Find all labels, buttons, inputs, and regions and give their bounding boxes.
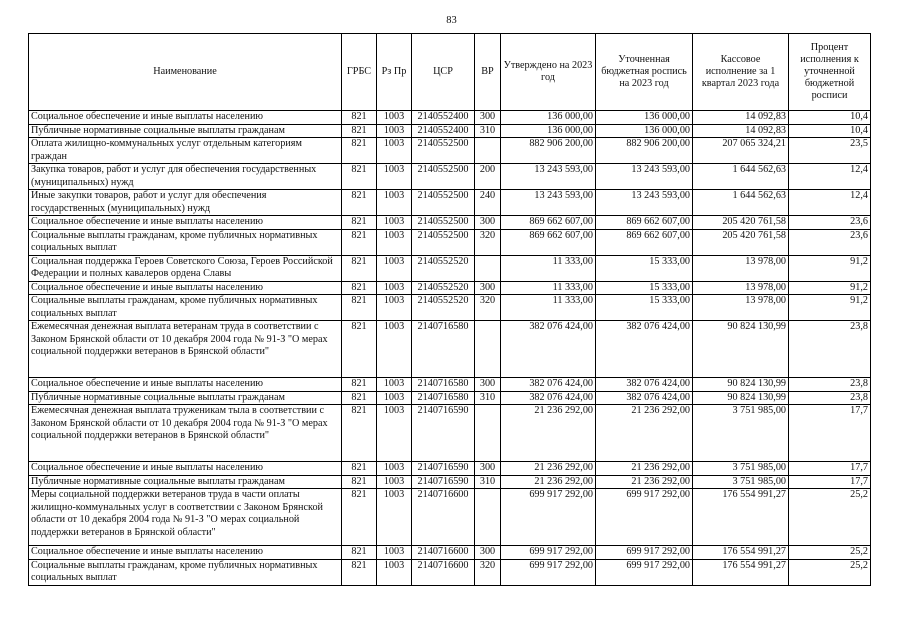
budget-table — [28, 33, 871, 586]
cell-vr: 310 — [475, 124, 501, 138]
cell-approved: 699 917 292,00 — [501, 489, 596, 546]
cell-name: Публичные нормативные социальные выплаты гражданам — [29, 124, 342, 138]
table-row — [29, 462, 871, 476]
header-percent: Процент исполнения к уточненной бюджетной росписи — [789, 34, 871, 111]
cell-executed: 90 824 130,99 — [693, 378, 789, 392]
cell-grbs: 821 — [342, 475, 377, 489]
cell-refined: 699 917 292,00 — [596, 559, 693, 585]
cell-csr: 2140716600 — [412, 489, 475, 546]
cell-csr: 2140552500 — [412, 229, 475, 255]
cell-refined: 869 662 607,00 — [596, 229, 693, 255]
cell-refined: 15 333,00 — [596, 295, 693, 321]
cell-executed: 13 978,00 — [693, 295, 789, 321]
cell-rzpr: 1003 — [377, 475, 412, 489]
table-row — [29, 489, 871, 546]
table-row — [29, 295, 871, 321]
cell-approved: 382 076 424,00 — [501, 321, 596, 378]
cell-csr: 2140552500 — [412, 164, 475, 190]
table-row — [29, 405, 871, 462]
cell-vr: 310 — [475, 475, 501, 489]
cell-vr — [475, 405, 501, 462]
cell-rzpr: 1003 — [377, 124, 412, 138]
cell-executed: 3 751 985,00 — [693, 462, 789, 476]
cell-rzpr: 1003 — [377, 391, 412, 405]
cell-rzpr: 1003 — [377, 255, 412, 281]
table-row — [29, 124, 871, 138]
cell-refined: 382 076 424,00 — [596, 391, 693, 405]
cell-percent: 23,6 — [789, 229, 871, 255]
cell-grbs: 821 — [342, 164, 377, 190]
cell-rzpr: 1003 — [377, 111, 412, 125]
cell-csr: 2140716580 — [412, 391, 475, 405]
cell-rzpr: 1003 — [377, 190, 412, 216]
cell-vr: 320 — [475, 229, 501, 255]
cell-executed: 207 065 324,21 — [693, 138, 789, 164]
cell-executed: 14 092,83 — [693, 124, 789, 138]
cell-vr: 200 — [475, 164, 501, 190]
cell-rzpr: 1003 — [377, 138, 412, 164]
cell-csr: 2140716600 — [412, 559, 475, 585]
cell-approved: 699 917 292,00 — [501, 559, 596, 585]
cell-percent: 12,4 — [789, 164, 871, 190]
cell-approved: 136 000,00 — [501, 124, 596, 138]
cell-approved: 869 662 607,00 — [501, 229, 596, 255]
table-row — [29, 138, 871, 164]
cell-csr: 2140716580 — [412, 378, 475, 392]
cell-rzpr: 1003 — [377, 378, 412, 392]
cell-grbs: 821 — [342, 321, 377, 378]
cell-name: Публичные нормативные социальные выплаты гражданам — [29, 391, 342, 405]
table-row — [29, 190, 871, 216]
cell-approved: 11 333,00 — [501, 295, 596, 321]
cell-csr: 2140716590 — [412, 462, 475, 476]
cell-name: Ежемесячная денежная выплата труженикам тыла в соответствии с Законом Брянской области от 10 декабря 2004 года № 91-З "О мерах социальной поддержки ветеранов в Брянской области" — [29, 405, 342, 462]
cell-grbs: 821 — [342, 546, 377, 560]
cell-name: Ежемесячная денежная выплата ветеранам труда в соответствии с Законом Брянской области от 10 декабря 2004 года № 91-З "О мерах социальной поддержки ветеранов в Брянской области" — [29, 321, 342, 378]
cell-csr: 2140552500 — [412, 138, 475, 164]
cell-percent: 23,8 — [789, 391, 871, 405]
table-row — [29, 321, 871, 378]
cell-executed: 176 554 991,27 — [693, 546, 789, 560]
cell-refined: 699 917 292,00 — [596, 489, 693, 546]
header-executed: Кассовое исполнение за 1 квартал 2023 года — [693, 34, 789, 111]
cell-executed: 90 824 130,99 — [693, 391, 789, 405]
cell-executed: 13 978,00 — [693, 281, 789, 295]
cell-rzpr: 1003 — [377, 229, 412, 255]
cell-percent: 23,5 — [789, 138, 871, 164]
cell-vr — [475, 489, 501, 546]
cell-grbs: 821 — [342, 462, 377, 476]
cell-percent: 12,4 — [789, 190, 871, 216]
cell-name: Иные закупки товаров, работ и услуг для обеспечения государственных (муниципальных) нужд — [29, 190, 342, 216]
cell-vr — [475, 321, 501, 378]
cell-rzpr: 1003 — [377, 164, 412, 190]
table-row — [29, 255, 871, 281]
table-row — [29, 391, 871, 405]
cell-csr: 2140552500 — [412, 216, 475, 230]
cell-csr: 2140552500 — [412, 190, 475, 216]
cell-grbs: 821 — [342, 124, 377, 138]
cell-approved: 136 000,00 — [501, 111, 596, 125]
cell-vr: 310 — [475, 391, 501, 405]
cell-csr: 2140716590 — [412, 405, 475, 462]
cell-grbs: 821 — [342, 111, 377, 125]
cell-percent: 17,7 — [789, 462, 871, 476]
cell-refined: 382 076 424,00 — [596, 378, 693, 392]
cell-csr: 2140552520 — [412, 281, 475, 295]
cell-csr: 2140552520 — [412, 295, 475, 321]
cell-executed: 1 644 562,63 — [693, 190, 789, 216]
header-rzpr: Рз Пр — [377, 34, 412, 111]
cell-percent: 91,2 — [789, 255, 871, 281]
cell-refined: 15 333,00 — [596, 255, 693, 281]
header-vr: ВР — [475, 34, 501, 111]
cell-executed: 176 554 991,27 — [693, 559, 789, 585]
cell-percent: 25,2 — [789, 489, 871, 546]
cell-grbs: 821 — [342, 378, 377, 392]
cell-percent: 91,2 — [789, 295, 871, 321]
cell-csr: 2140716600 — [412, 546, 475, 560]
cell-vr: 320 — [475, 295, 501, 321]
cell-executed: 3 751 985,00 — [693, 475, 789, 489]
cell-executed: 176 554 991,27 — [693, 489, 789, 546]
table-row — [29, 281, 871, 295]
table-row — [29, 559, 871, 585]
cell-approved: 882 906 200,00 — [501, 138, 596, 164]
cell-grbs: 821 — [342, 190, 377, 216]
cell-rzpr: 1003 — [377, 546, 412, 560]
cell-vr — [475, 138, 501, 164]
cell-approved: 869 662 607,00 — [501, 216, 596, 230]
cell-vr: 300 — [475, 462, 501, 476]
cell-rzpr: 1003 — [377, 295, 412, 321]
cell-grbs: 821 — [342, 216, 377, 230]
cell-rzpr: 1003 — [377, 405, 412, 462]
cell-approved: 699 917 292,00 — [501, 546, 596, 560]
table-body — [29, 111, 871, 586]
cell-approved: 13 243 593,00 — [501, 190, 596, 216]
header-refined: Уточненная бюджетная роспись на 2023 год — [596, 34, 693, 111]
cell-approved: 21 236 292,00 — [501, 475, 596, 489]
cell-rzpr: 1003 — [377, 559, 412, 585]
cell-grbs: 821 — [342, 559, 377, 585]
cell-executed: 13 978,00 — [693, 255, 789, 281]
cell-grbs: 821 — [342, 391, 377, 405]
cell-refined: 13 243 593,00 — [596, 164, 693, 190]
cell-grbs: 821 — [342, 489, 377, 546]
cell-vr: 240 — [475, 190, 501, 216]
cell-name: Оплата жилищно-коммунальных услуг отдельным категориям граждан — [29, 138, 342, 164]
cell-grbs: 821 — [342, 255, 377, 281]
table-row — [29, 229, 871, 255]
cell-name: Социальные выплаты гражданам, кроме публичных нормативных социальных выплат — [29, 295, 342, 321]
cell-csr: 2140716580 — [412, 321, 475, 378]
page-number: 83 — [446, 15, 457, 26]
cell-executed: 3 751 985,00 — [693, 405, 789, 462]
cell-percent: 17,7 — [789, 475, 871, 489]
cell-name: Публичные нормативные социальные выплаты гражданам — [29, 475, 342, 489]
cell-vr: 300 — [475, 216, 501, 230]
cell-name: Социальное обеспечение и иные выплаты населению — [29, 546, 342, 560]
cell-name: Меры социальной поддержки ветеранов труда в части оплаты жилищно-коммунальных услуг в соответствии с Законом Брянской области от 10 декабря 2004 года № 91-З "О мерах социальной поддержки ветеранов в Брянской области" — [29, 489, 342, 546]
cell-vr — [475, 255, 501, 281]
cell-rzpr: 1003 — [377, 281, 412, 295]
cell-rzpr: 1003 — [377, 321, 412, 378]
cell-name: Закупка товаров, работ и услуг для обеспечения государственных (муниципальных) нужд — [29, 164, 342, 190]
table-row — [29, 164, 871, 190]
cell-executed: 90 824 130,99 — [693, 321, 789, 378]
cell-approved: 11 333,00 — [501, 281, 596, 295]
table-row — [29, 216, 871, 230]
cell-approved: 11 333,00 — [501, 255, 596, 281]
cell-approved: 13 243 593,00 — [501, 164, 596, 190]
cell-csr: 2140716590 — [412, 475, 475, 489]
cell-approved: 382 076 424,00 — [501, 391, 596, 405]
cell-name: Социальное обеспечение и иные выплаты населению — [29, 216, 342, 230]
header-approved: Утверждено на 2023 год — [501, 34, 596, 111]
cell-refined: 21 236 292,00 — [596, 462, 693, 476]
cell-grbs: 821 — [342, 405, 377, 462]
cell-percent: 23,8 — [789, 321, 871, 378]
table-header-row — [29, 34, 871, 111]
cell-name: Социальная поддержка Героев Советского Союза, Героев Российской Федерации и полных кавалеров ордена Славы — [29, 255, 342, 281]
cell-name: Социальное обеспечение и иные выплаты населению — [29, 378, 342, 392]
cell-approved: 21 236 292,00 — [501, 462, 596, 476]
cell-name: Социальное обеспечение и иные выплаты населению — [29, 281, 342, 295]
cell-approved: 382 076 424,00 — [501, 378, 596, 392]
cell-vr: 300 — [475, 378, 501, 392]
cell-csr: 2140552400 — [412, 111, 475, 125]
cell-percent: 23,6 — [789, 216, 871, 230]
cell-refined: 699 917 292,00 — [596, 546, 693, 560]
cell-refined: 15 333,00 — [596, 281, 693, 295]
cell-refined: 869 662 607,00 — [596, 216, 693, 230]
cell-refined: 882 906 200,00 — [596, 138, 693, 164]
table-row — [29, 546, 871, 560]
cell-percent: 10,4 — [789, 111, 871, 125]
cell-executed: 1 644 562,63 — [693, 164, 789, 190]
cell-rzpr: 1003 — [377, 489, 412, 546]
cell-grbs: 821 — [342, 281, 377, 295]
cell-refined: 21 236 292,00 — [596, 405, 693, 462]
cell-vr: 300 — [475, 546, 501, 560]
cell-rzpr: 1003 — [377, 462, 412, 476]
header-csr: ЦСР — [412, 34, 475, 111]
cell-approved: 21 236 292,00 — [501, 405, 596, 462]
cell-executed: 14 092,83 — [693, 111, 789, 125]
cell-name: Социальное обеспечение и иные выплаты населению — [29, 462, 342, 476]
cell-percent: 25,2 — [789, 559, 871, 585]
cell-refined: 382 076 424,00 — [596, 321, 693, 378]
cell-grbs: 821 — [342, 138, 377, 164]
cell-percent: 91,2 — [789, 281, 871, 295]
cell-rzpr: 1003 — [377, 216, 412, 230]
table-row — [29, 111, 871, 125]
cell-refined: 136 000,00 — [596, 124, 693, 138]
table-row — [29, 378, 871, 392]
cell-name: Социальное обеспечение и иные выплаты населению — [29, 111, 342, 125]
cell-percent: 10,4 — [789, 124, 871, 138]
cell-csr: 2140552400 — [412, 124, 475, 138]
cell-refined: 13 243 593,00 — [596, 190, 693, 216]
header-grbs: ГРБС — [342, 34, 377, 111]
cell-csr: 2140552520 — [412, 255, 475, 281]
cell-executed: 205 420 761,58 — [693, 216, 789, 230]
cell-grbs: 821 — [342, 229, 377, 255]
cell-vr: 320 — [475, 559, 501, 585]
cell-vr: 300 — [475, 281, 501, 295]
cell-vr: 300 — [475, 111, 501, 125]
cell-name: Социальные выплаты гражданам, кроме публичных нормативных социальных выплат — [29, 559, 342, 585]
cell-executed: 205 420 761,58 — [693, 229, 789, 255]
cell-percent: 25,2 — [789, 546, 871, 560]
cell-percent: 17,7 — [789, 405, 871, 462]
header-name: Наименование — [29, 34, 342, 111]
cell-percent: 23,8 — [789, 378, 871, 392]
table-row — [29, 475, 871, 489]
cell-refined: 136 000,00 — [596, 111, 693, 125]
cell-refined: 21 236 292,00 — [596, 475, 693, 489]
cell-name: Социальные выплаты гражданам, кроме публичных нормативных социальных выплат — [29, 229, 342, 255]
cell-grbs: 821 — [342, 295, 377, 321]
